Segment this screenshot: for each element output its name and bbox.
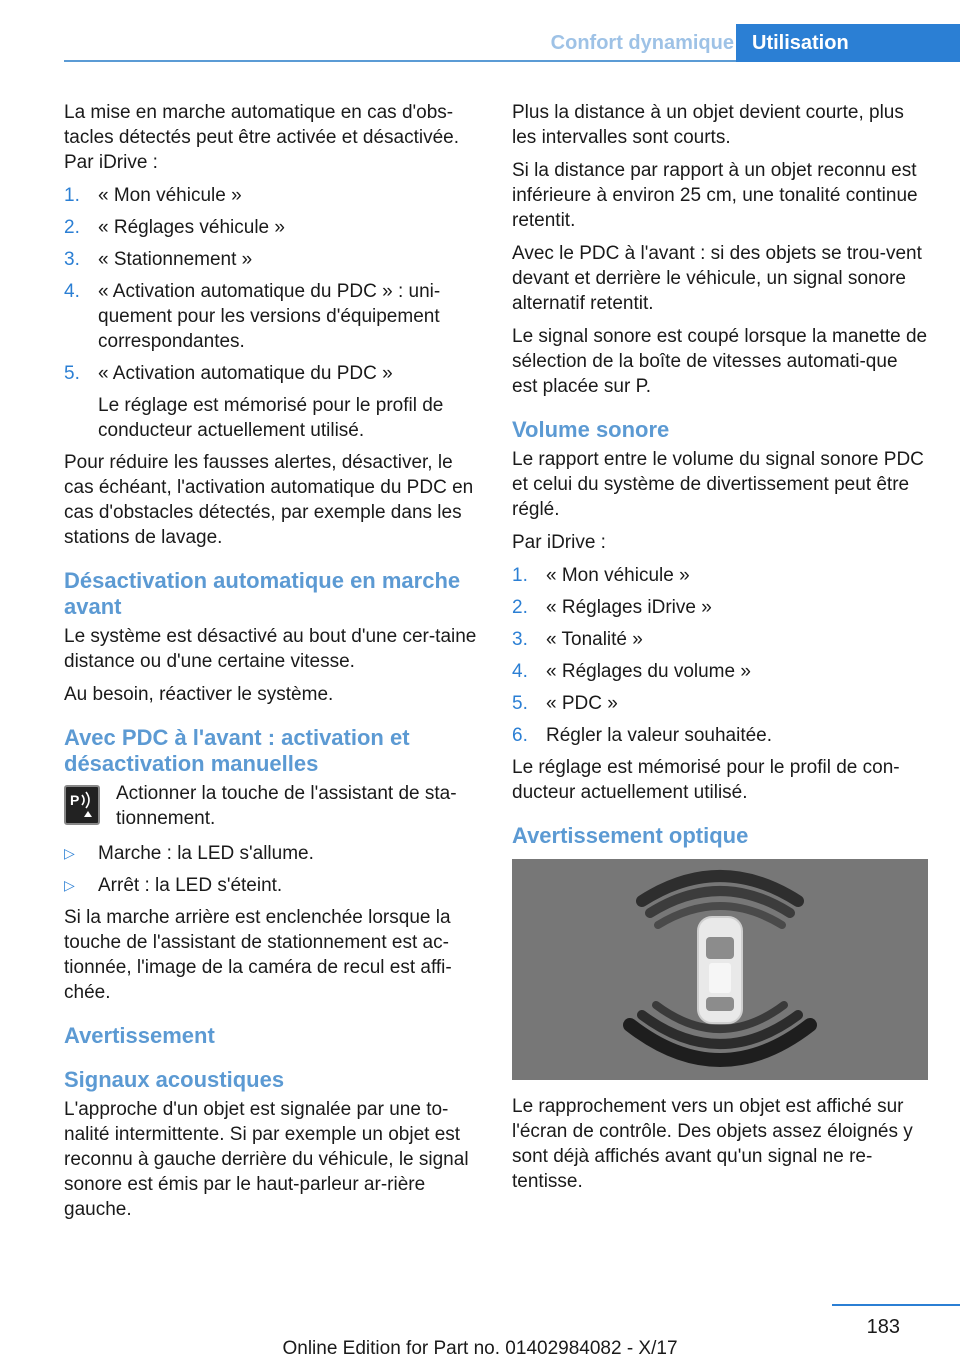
parking-button-row — [64, 781, 482, 831]
saved-setting-paragraph: Le réglage est mémorisé pour le profil de con-ducteur actuellement utilisé. — [512, 757, 900, 803]
volume-steps-list — [512, 563, 928, 748]
heading-acoustic-signals: Signaux acoustiques — [64, 1067, 285, 1092]
led-status-list — [64, 841, 482, 898]
deactivation-paragraph: Le système est désactivé au bout d'une cer-taine distance ou d'une certaine vitesse. — [64, 626, 477, 672]
footer-rule — [832, 1304, 960, 1306]
list-item: 1. « Mon véhicule » — [512, 565, 690, 586]
svg-text:P: P — [70, 792, 80, 808]
list-item: ▷ Marche : la LED s'allume. — [64, 843, 314, 864]
heading-auto-deactivation: Désactivation automatique en marche avant — [64, 568, 461, 619]
heading-warning: Avertissement — [64, 1023, 215, 1048]
list-item: 5. « Activation automatique du PDC » Le réglage est mémorisé pour le profil de conducteur actuellement utilisé. — [64, 361, 482, 443]
signal-off-paragraph: Le signal sonore est coupé lorsque la manette de sélection de la boîte de vitesses automati-que est placée sur P. — [512, 326, 928, 397]
page-number: 183 — [866, 1316, 900, 1338]
list-item: ▷ Arrêt : la LED s'éteint. — [64, 875, 283, 896]
list-item: 3. « Tonalité » — [512, 629, 643, 650]
idrive-steps-list — [64, 183, 482, 443]
list-item: 4. « Activation automatique du PDC » : uni-quement pour les versions d'équipement correspondantes. — [64, 281, 441, 352]
parking-assistant-button-icon — [64, 785, 100, 825]
triangle-bullet-icon: ▷ — [64, 877, 75, 893]
heading-optical-warning: Avertissement optique — [512, 823, 749, 848]
press-button-paragraph: Actionner la touche de l'assistant de sta-tionnement. — [116, 783, 457, 829]
reactivate-paragraph: Au besoin, réactiver le système. — [64, 684, 334, 705]
step-note: Le réglage est mémorisé pour le profil de conducteur actuellement utilisé. — [98, 395, 444, 441]
list-item: 3. « Stationnement » — [64, 249, 253, 270]
header-active-tab: Utilisation — [736, 24, 960, 62]
reduce-alerts-paragraph: Pour réduire les fausses alertes, désactiver, le cas échéant, l'activation automatique du PDC en cas d'obstacles détectés, par exemple dans les stations de lavage. — [64, 452, 474, 548]
idrive-label: Par iDrive : — [512, 532, 606, 553]
heading-volume: Volume sonore — [512, 417, 670, 442]
list-item: 6. Régler la valeur souhaitée. — [512, 725, 773, 746]
edition-footer: Online Edition for Part no. 01402984082 - X/17 — [282, 1338, 678, 1359]
continuous-tone-paragraph: Si la distance par rapport à un objet reconnu est inférieure à environ 25 cm, une tonalité continue retentit. — [512, 160, 918, 231]
list-item: 2. « Réglages iDrive » — [512, 597, 712, 618]
reverse-gear-paragraph: Si la marche arrière est enclenchée lorsque la touche de l'assistant de stationnement est ac-tionnée, l'image de la caméra de recul est affi-chée. — [64, 907, 452, 1003]
optical-paragraph: Le rapprochement vers un objet est affiché sur l'écran de contrôle. Des objets assez éloignés y sont déjà affichés avant qu'un signal ne re-tentisse. — [512, 1096, 913, 1192]
acoustic-paragraph: L'approche d'un objet est signalée par une to-nalité intermittente. Si par exemple un objet est reconnu à gauche derrière du véhicule, le signal sonore est émis par le haut-parleur ar-rière gauche. — [64, 1099, 469, 1220]
header-section-label: Confort dynamique — [550, 32, 734, 54]
intro-paragraph: La mise en marche automatique en cas d'obs-tacles détectés peut être activée et désactivée. Par iDrive : — [64, 102, 460, 173]
distance-paragraph: Plus la distance à un objet devient courte, plus les intervalles sont courts. — [512, 102, 904, 148]
front-rear-paragraph: Avec le PDC à l'avant : si des objets se trou-vent devant et derrière le véhicule, un signal sonore alternatif retentit. — [512, 243, 922, 314]
triangle-bullet-icon: ▷ — [64, 845, 75, 861]
left-column — [64, 100, 482, 1230]
list-item: 5. « PDC » — [512, 693, 618, 714]
right-column — [512, 100, 928, 1202]
list-item: 4. « Réglages du volume » — [512, 661, 751, 682]
parking-sensor-illustration — [512, 859, 928, 1080]
volume-paragraph: Le rapport entre le volume du signal sonore PDC et celui du système de divertissement peut être réglé. — [512, 449, 924, 520]
heading-manual-activation: Avec PDC à l'avant : activation et désactivation manuelles — [64, 725, 410, 776]
list-item: 1. « Mon véhicule » — [64, 185, 242, 206]
list-item: 2. « Réglages véhicule » — [64, 217, 285, 238]
